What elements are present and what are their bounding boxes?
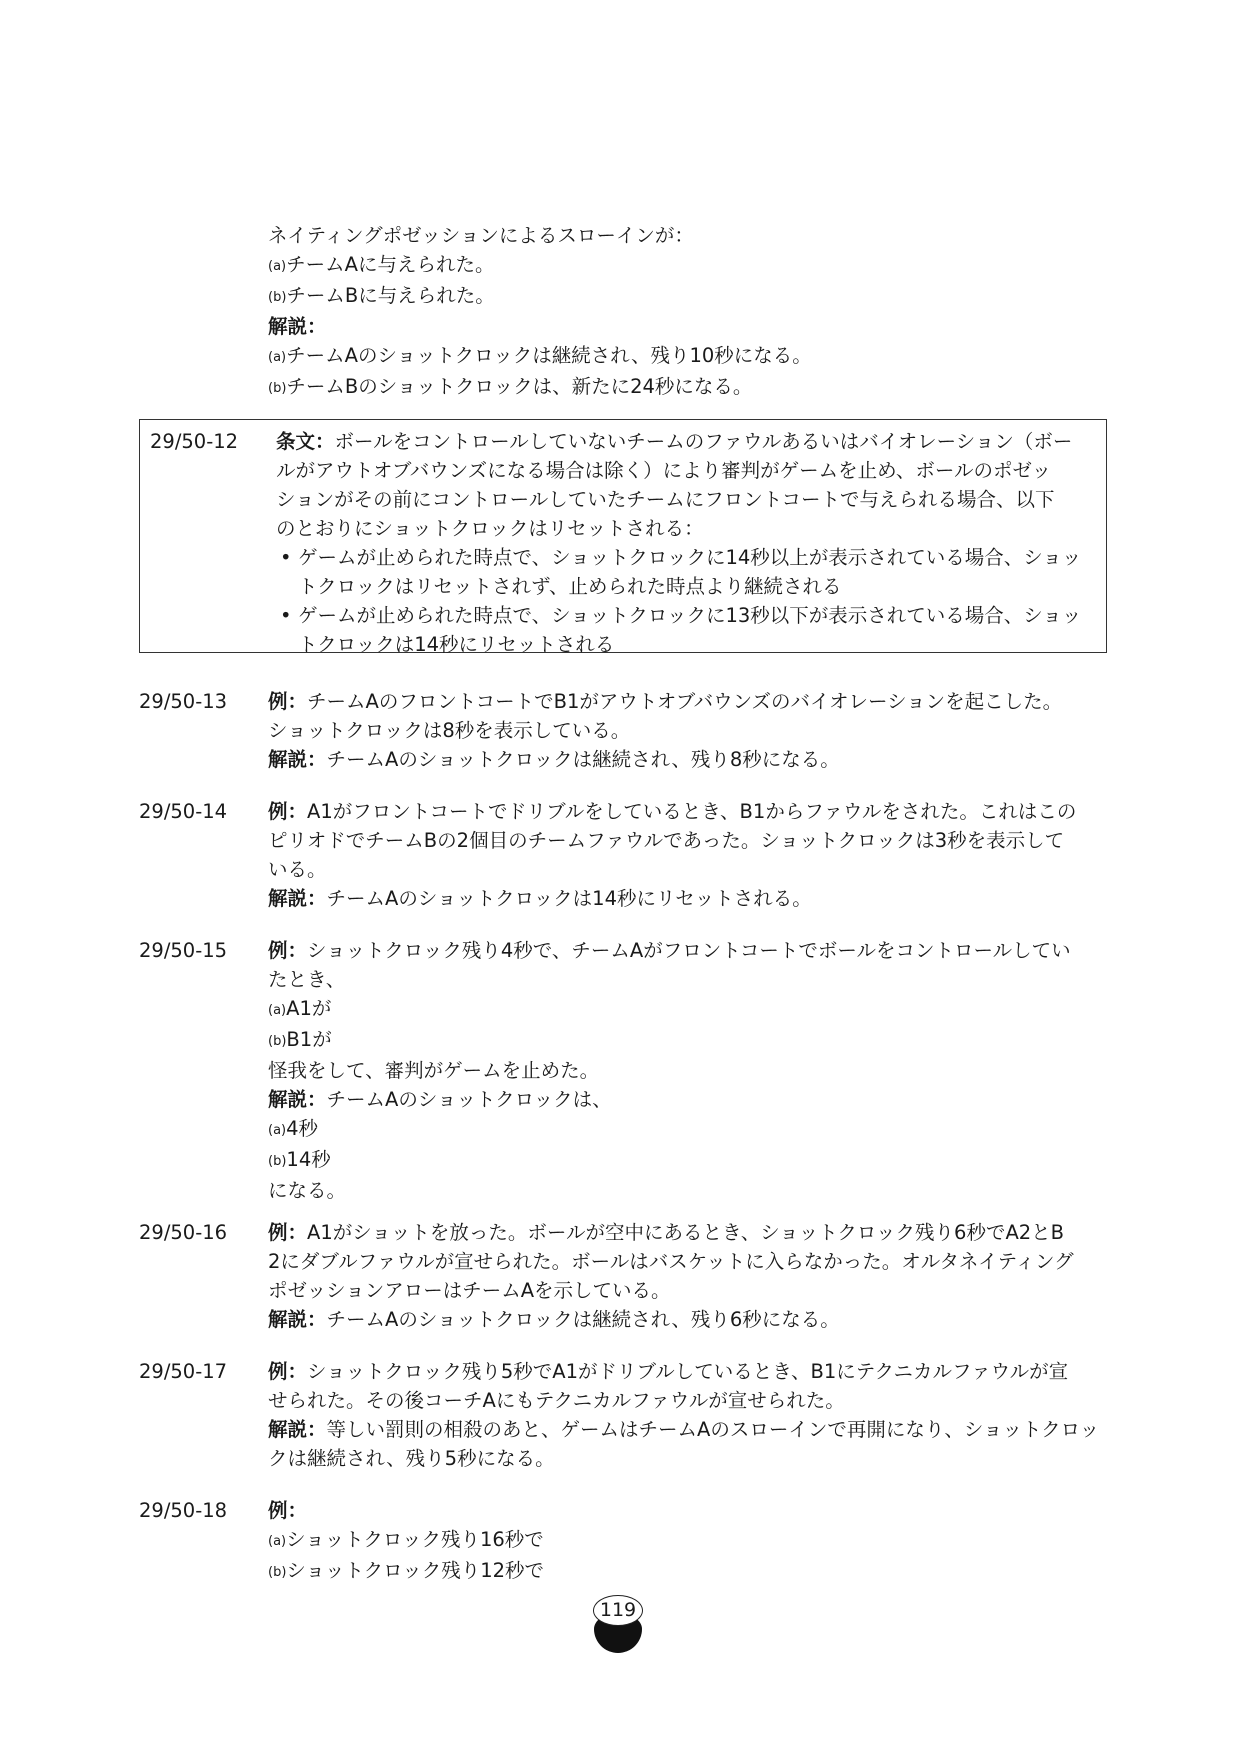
commentary-label: 解説： xyxy=(268,1418,327,1441)
entry-body xyxy=(268,1218,1108,1334)
commentary-option-b xyxy=(268,1145,1108,1176)
article-box xyxy=(139,419,1107,656)
example-line5: 怪我をして、審判がゲームを止めた。 xyxy=(268,1059,600,1082)
example-text: ショットクロック残り5秒でA1がドリブルしているとき、B1にテクニカルファウルが宣 xyxy=(307,1360,1069,1383)
intro-commentary-a xyxy=(268,341,1108,372)
option-a-text: A1が xyxy=(286,997,332,1020)
example-label: 例： xyxy=(268,690,308,713)
bullet-dot: • xyxy=(280,604,292,627)
entry-body xyxy=(268,1357,1108,1473)
commentary-line2: クは継続され、残り5秒になる。 xyxy=(268,1447,555,1470)
article-line xyxy=(276,427,1096,456)
entry-number: 29/50-14 xyxy=(139,800,228,823)
example-line2: ショットクロックは8秒を表示している。 xyxy=(268,719,631,742)
article-line3: ションがその前にコントロールしていたチームにフロントコートで与えられる場合、以下 xyxy=(276,488,1055,511)
example-line xyxy=(268,1218,1108,1247)
commentary-last: になる。 xyxy=(268,1179,347,1202)
commentary-line xyxy=(268,1305,1108,1334)
article-bullet-1 xyxy=(276,543,1096,601)
bullet1-line2: トクロックはリセットされず、止められた時点より継続される xyxy=(298,575,842,598)
example-label: 例： xyxy=(268,1360,308,1383)
intro-option-a xyxy=(268,250,1108,281)
commentary-text: チームAのショットクロックは継続され、残り8秒になる。 xyxy=(326,748,840,771)
option-b-mark: (b) xyxy=(268,290,287,305)
option-b-text: B1が xyxy=(286,1028,332,1051)
entry-number: 29/50-15 xyxy=(139,939,228,962)
commentary-b-mark: (b) xyxy=(268,1154,287,1169)
example-line xyxy=(268,1357,1108,1386)
article-line2: ルがアウトオブバウンズになる場合は除く）により審判がゲームを止め、ボールのポゼッ xyxy=(276,459,1052,482)
example-label: 例： xyxy=(268,939,308,962)
entry-number: 29/50-13 xyxy=(139,690,228,713)
commentary-a-text: チームAのショットクロックは継続され、残り10秒になる。 xyxy=(286,344,812,367)
intro-commentary-b xyxy=(268,372,1108,403)
commentary-label: 解説： xyxy=(268,887,327,910)
example-line2: せられた。その後コーチAにもテクニカルファウルが宣せられた。 xyxy=(268,1389,845,1412)
entry-number: 29/50-16 xyxy=(139,1221,228,1244)
option-b-mark: (b) xyxy=(268,1565,287,1580)
bullet2-line1: ゲームが止められた時点で、ショットクロックに13秒以下が表示されている場合、ショッ xyxy=(298,604,1082,627)
page-number-badge xyxy=(593,1595,645,1659)
commentary-text: チームAのショットクロックは14秒にリセットされる。 xyxy=(326,887,812,910)
entry-body xyxy=(268,797,1108,913)
example-option-b xyxy=(268,1025,1108,1056)
example-option-a xyxy=(268,994,1108,1025)
intro-line: ネイティングポゼッションによるスローインが： xyxy=(268,224,694,247)
commentary-a-mark: (a) xyxy=(268,1123,287,1138)
commentary-line xyxy=(268,884,1108,913)
example-text: ショットクロック残り4秒で、チームAがフロントコートでボールをコントロールしてい xyxy=(307,939,1071,962)
option-a-text: チームAに与えられた。 xyxy=(286,253,495,276)
entry-body xyxy=(268,936,1108,1205)
commentary-text: 等しい罰則の相殺のあと、ゲームはチームAのスローインで再開になり、ショットクロッ xyxy=(326,1418,1100,1441)
commentary-text: チームAのショットクロックは継続され、残り6秒になる。 xyxy=(326,1308,840,1331)
example-label: 例： xyxy=(268,800,308,823)
article-label: 条文： xyxy=(276,430,335,453)
intro-commentary-label: 解説： xyxy=(268,315,327,338)
page-number: 119 xyxy=(599,1599,637,1621)
option-a-text: ショットクロック残り16秒で xyxy=(286,1528,544,1551)
entry-body xyxy=(268,687,1108,774)
commentary-b-text: 14秒 xyxy=(286,1148,331,1171)
example-line3: いる。 xyxy=(268,858,327,881)
entry-number: 29/50-18 xyxy=(139,1499,228,1522)
option-a-mark: (a) xyxy=(268,1534,287,1549)
example-line2: たとき、 xyxy=(268,968,346,991)
example-text: A1がフロントコートでドリブルをしているとき、B1からファウルをされた。これはこの xyxy=(307,800,1077,823)
example-label: 例： xyxy=(268,1499,308,1522)
option-b-text: チームBに与えられた。 xyxy=(286,284,495,307)
article-number: 29/50-12 xyxy=(150,430,239,453)
commentary-line xyxy=(268,745,1108,774)
example-line xyxy=(268,797,1108,826)
example-option-a xyxy=(268,1525,1108,1556)
article-body xyxy=(276,427,1096,659)
example-text: チームAのフロントコートでB1がアウトオブバウンズのバイオレーションを起こした。 xyxy=(307,690,1063,713)
option-a-mark: (a) xyxy=(268,259,287,274)
entry-number: 29/50-17 xyxy=(139,1360,228,1383)
bullet-dot: • xyxy=(280,546,292,569)
example-line2: 2にダブルファウルが宣せられた。ボールはバスケットに入らなかった。オルタネイティング xyxy=(268,1250,1074,1273)
example-line3: ポゼッションアローはチームAを示している。 xyxy=(268,1279,671,1302)
commentary-a-mark: (a) xyxy=(268,350,287,365)
commentary-option-a xyxy=(268,1114,1108,1145)
article-line1: ボールをコントロールしていないチームのファウルあるいはバイオレーション（ボー xyxy=(334,430,1073,453)
commentary-label: 解説： xyxy=(268,1308,327,1331)
example-text: A1がショットを放った。ボールが空中にあるとき、ショットクロック残り6秒でA2とB xyxy=(307,1221,1065,1244)
intro-option-b xyxy=(268,281,1108,312)
commentary-label: 解説： xyxy=(268,748,327,771)
option-b-mark: (b) xyxy=(268,1034,287,1049)
example-label: 例： xyxy=(268,1221,308,1244)
intro-continuation xyxy=(268,221,1108,403)
article-bullet-2 xyxy=(276,601,1096,659)
commentary-a-text: 4秒 xyxy=(286,1117,319,1140)
entry-body xyxy=(268,1496,1108,1587)
option-b-text: ショットクロック残り12秒で xyxy=(286,1559,545,1582)
commentary-line xyxy=(268,1415,1108,1444)
commentary-label: 解説： xyxy=(268,1088,327,1111)
example-line2: ピリオドでチームBの2個目のチームファウルであった。ショットクロックは3秒を表示して xyxy=(268,829,1065,852)
commentary-b-text: チームBのショットクロックは、新たに24秒になる。 xyxy=(286,375,753,398)
example-line xyxy=(268,687,1108,716)
example-line xyxy=(268,936,1108,965)
commentary-b-mark: (b) xyxy=(268,381,287,396)
bullet2-line2: トクロックは14秒にリセットされる xyxy=(298,633,615,656)
commentary-line xyxy=(268,1085,1108,1114)
option-a-mark: (a) xyxy=(268,1003,287,1018)
example-option-b xyxy=(268,1556,1108,1587)
bullet1-line1: ゲームが止められた時点で、ショットクロックに14秒以上が表示されている場合、ショッ xyxy=(298,546,1082,569)
commentary-text: チームAのショットクロックは、 xyxy=(326,1088,612,1111)
article-line4: のとおりにショットクロックはリセットされる： xyxy=(276,517,704,540)
